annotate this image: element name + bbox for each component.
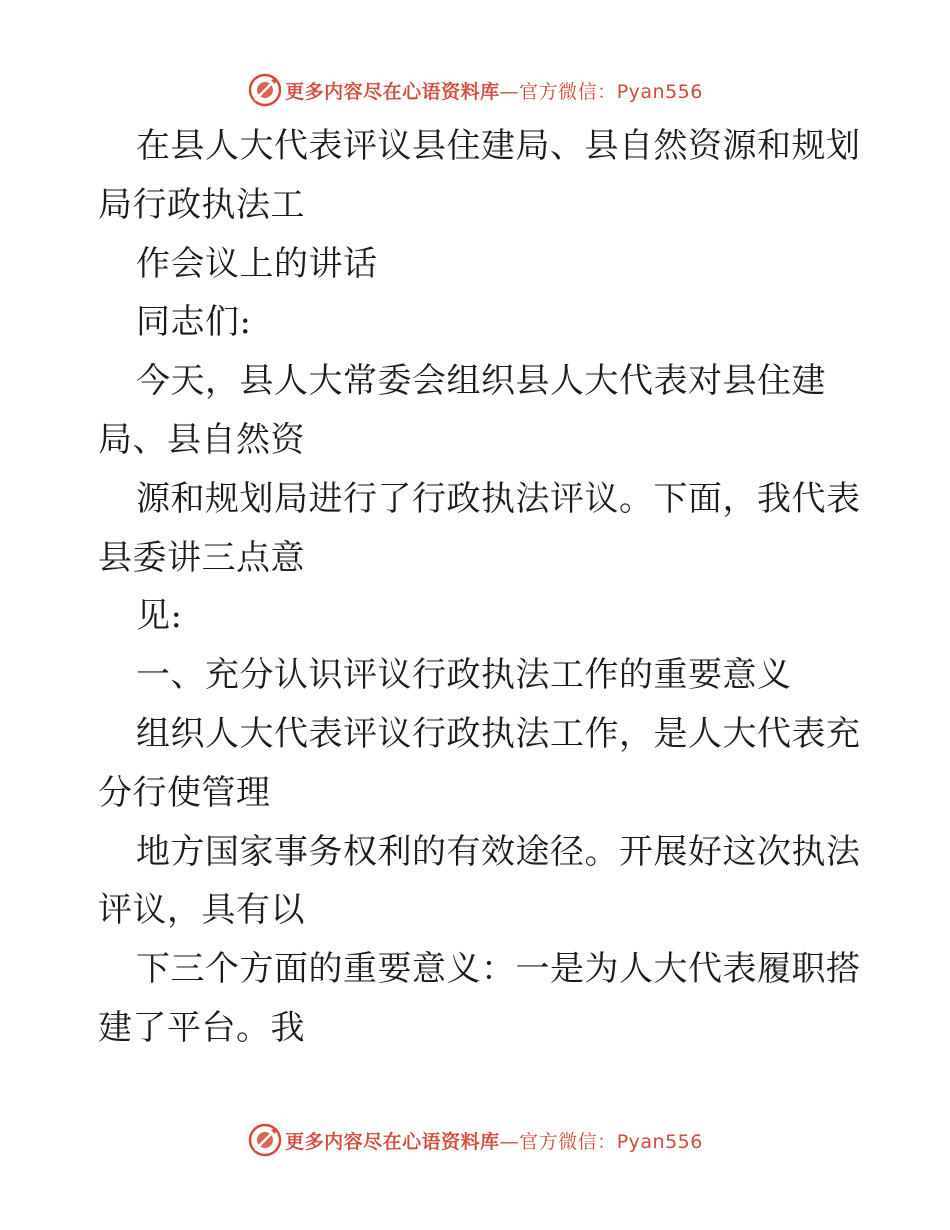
watermark-text xyxy=(285,1127,703,1154)
paragraph-line: 县委讲三点意 xyxy=(98,537,305,578)
footer-watermark xyxy=(0,1120,950,1160)
watermark-brand: 更多内容尽在心语资料库 xyxy=(285,80,500,103)
paragraph-line: 下三个方面的重要意义：一是为人大代表履职搭 xyxy=(136,949,861,990)
paragraph-line: 今天，县人大常委会组织县人大代表对县住建 xyxy=(136,361,826,402)
watermark-contact: —官方微信： xyxy=(499,80,617,103)
watermark-handle: Pyan556 xyxy=(616,1130,703,1153)
seal-logo-icon xyxy=(247,72,283,108)
paragraph-line: 建了平台。我 xyxy=(98,1007,305,1048)
paragraph-line: 源和规划局进行了行政执法评议。下面，我代表 xyxy=(136,478,861,519)
section-heading: 一、充分认识评议行政执法工作的重要意义 xyxy=(136,655,792,696)
salutation: 同志们: xyxy=(136,302,252,343)
seal-logo-icon xyxy=(247,1122,283,1158)
watermark-handle: Pyan556 xyxy=(616,80,703,103)
paragraph-line: 局、县自然资 xyxy=(98,419,305,460)
header-watermark xyxy=(0,70,950,110)
watermark-contact: —官方微信： xyxy=(499,1130,617,1153)
watermark-text xyxy=(285,77,703,104)
paragraph-line: 分行使管理 xyxy=(98,772,271,813)
watermark-brand: 更多内容尽在心语资料库 xyxy=(285,1130,500,1153)
title-line-1: 在县人大代表评议县住建局、县自然资源和规划 xyxy=(136,126,861,166)
paragraph-line: 地方国家事务权利的有效途径。开展好这次执法 xyxy=(136,831,861,872)
title-line-3: 作会议上的讲话 xyxy=(136,243,378,284)
paragraph-line: 评议，具有以 xyxy=(98,890,305,931)
paragraph-line: 组织人大代表评议行政执法工作，是人大代表充 xyxy=(136,713,861,754)
document-body xyxy=(98,117,861,1058)
title-line-2: 局行政执法工 xyxy=(98,184,305,225)
paragraph-line: 见: xyxy=(136,596,183,637)
